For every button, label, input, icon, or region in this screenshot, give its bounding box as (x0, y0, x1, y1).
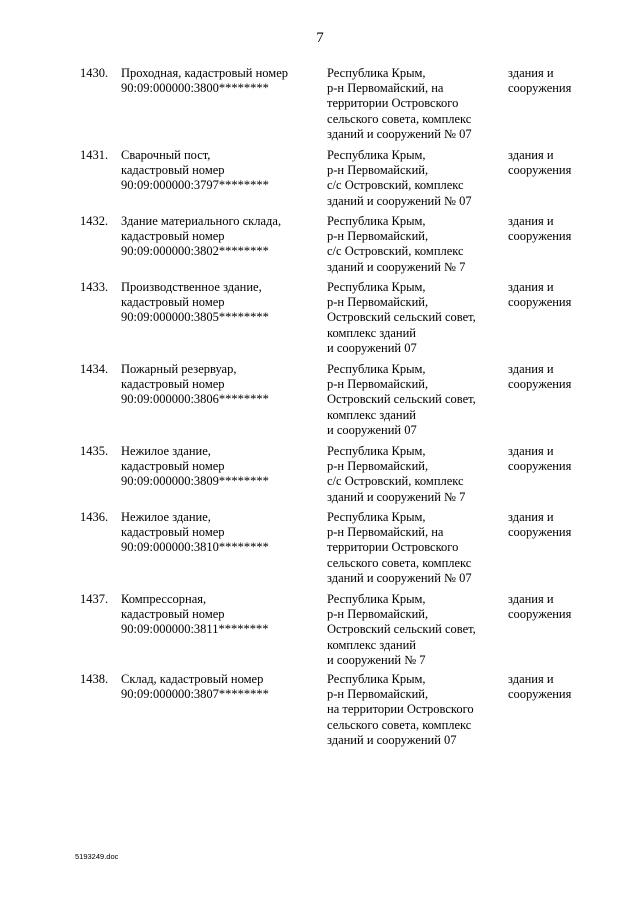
entry-address (327, 280, 502, 356)
entry-description-line: 90:09:000000:3800******** (121, 81, 269, 96)
entry-address-line: сельского совета, комплекс (327, 111, 472, 126)
entry-address-line: на территории Островского (327, 702, 474, 717)
entry-address-line: р-н Первомайский, (327, 607, 429, 622)
entry-address-line: сельского совета, комплекс (327, 717, 472, 732)
entry-address-line: р-н Первомайский, на (327, 525, 444, 540)
entry-address (327, 66, 502, 142)
entry-address-line: зданий и сооружений № 7 (327, 489, 466, 504)
entry-type-line: сооружения (508, 459, 572, 474)
entry-description-line: 90:09:000000:3807******** (121, 687, 269, 702)
entry-description (121, 444, 321, 490)
entry-address (327, 444, 502, 505)
entry-description-line: 90:09:000000:3809******** (121, 474, 269, 489)
entry-address-line: р-н Первомайский, (327, 229, 429, 244)
entry-type (508, 672, 618, 702)
entry-type (508, 66, 618, 96)
entry-type-line: здания и (508, 148, 554, 162)
entry-type (508, 592, 618, 622)
entry-address-line: и сооружений 07 (327, 422, 417, 437)
entry-address-line: и сооружений 07 (327, 340, 417, 355)
entry-type (508, 280, 618, 310)
entry-number: 1438. (80, 672, 109, 686)
entry-address-line: зданий и сооружений № 07 (327, 193, 472, 208)
entry-address-line: р-н Первомайский, (327, 459, 429, 474)
entry-type-line: здания и (508, 214, 554, 228)
entry-address-line: р-н Первомайский, (327, 163, 429, 178)
entry-description (121, 214, 321, 260)
entry-address-line: Республика Крым, (327, 214, 426, 228)
entry-address-line: зданий и сооружений 07 (327, 732, 457, 747)
entry-description-line: Компрессорная, (121, 592, 207, 606)
entry-address-line: сельского совета, комплекс (327, 555, 472, 570)
entry-address-line: р-н Первомайский, (327, 377, 429, 392)
entry-number: 1431. (80, 148, 109, 162)
entry-address-line: комплекс зданий (327, 637, 416, 652)
entry-description-line: Производственное здание, (121, 280, 262, 294)
entry-description (121, 510, 321, 556)
entry-number: 1434. (80, 362, 109, 376)
entry-description-line: Проходная, кадастровый номер (121, 66, 289, 80)
entry-address-line: Республика Крым, (327, 148, 426, 162)
entry-address-line: Островский сельский совет, (327, 622, 476, 637)
entry-description (121, 362, 321, 408)
entry-description-line: кадастровый номер (121, 459, 225, 474)
entry-type-line: здания и (508, 592, 554, 606)
entry-address (327, 510, 502, 586)
entry-address-line: комплекс зданий (327, 325, 416, 340)
entry-address-line: Островский сельский совет, (327, 310, 476, 325)
entry-address (327, 672, 502, 748)
entry-type-line: здания и (508, 444, 554, 458)
entry-number: 1432. (80, 214, 109, 228)
entry-type (508, 148, 618, 178)
entry-description-line: кадастровый номер (121, 295, 225, 310)
entry-type (508, 214, 618, 244)
entry-description-line: кадастровый номер (121, 525, 225, 540)
entry-number: 1436. (80, 510, 109, 524)
entry-address (327, 362, 502, 438)
entry-type-line: сооружения (508, 295, 572, 310)
page-number: 7 (316, 30, 324, 46)
entry-address-line: зданий и сооружений № 07 (327, 126, 472, 141)
entry-description-line: 90:09:000000:3811******** (121, 622, 269, 637)
entry-address-line: Республика Крым, (327, 510, 426, 524)
entry-description-line: Нежилое здание, (121, 444, 211, 458)
entry-address-line: зданий и сооружений № 7 (327, 259, 466, 274)
entry-address-line: Республика Крым, (327, 444, 426, 458)
entry-description (121, 592, 321, 638)
entry-address-line: и сооружений № 7 (327, 652, 426, 667)
entry-type-line: сооружения (508, 377, 572, 392)
entry-address (327, 592, 502, 668)
entry-description (121, 148, 321, 194)
entry-description-line: Склад, кадастровый номер (121, 672, 264, 686)
entry-description-line: 90:09:000000:3802******** (121, 244, 269, 259)
entry-number: 1437. (80, 592, 109, 606)
entry-type-line: здания и (508, 362, 554, 376)
entry-number: 1433. (80, 280, 109, 294)
entry-number: 1435. (80, 444, 109, 458)
entry-address-line: территории Островского (327, 96, 459, 111)
footer-filename: 5193249.doc (75, 852, 119, 861)
entry-description-line: кадастровый номер (121, 377, 225, 392)
entry-type-line: сооружения (508, 525, 572, 540)
entry-address-line: Островский сельский совет, (327, 392, 476, 407)
entry-description-line: кадастровый номер (121, 163, 225, 178)
entry-address-line: р-н Первомайский, на (327, 81, 444, 96)
entry-description-line: Здание материального склада, (121, 214, 282, 228)
entry-type-line: здания и (508, 510, 554, 524)
entry-address-line: Республика Крым, (327, 362, 426, 376)
entry-type (508, 362, 618, 392)
entry-number: 1430. (80, 66, 109, 80)
entry-description-line: Пожарный резервуар, (121, 362, 237, 376)
entry-type-line: здания и (508, 672, 554, 686)
entry-address-line: Республика Крым, (327, 280, 426, 294)
entry-type-line: сооружения (508, 229, 572, 244)
entry-type (508, 444, 618, 474)
entry-description (121, 66, 321, 96)
entry-address (327, 148, 502, 209)
entry-address-line: р-н Первомайский, (327, 295, 429, 310)
entry-address-line: Республика Крым, (327, 672, 426, 686)
entry-description-line: Сварочный пост, (121, 148, 211, 162)
entry-description-line: 90:09:000000:3806******** (121, 392, 269, 407)
entry-description-line: 90:09:000000:3805******** (121, 310, 269, 325)
entry-type (508, 510, 618, 540)
entry-description (121, 672, 321, 702)
entry-description-line: кадастровый номер (121, 229, 225, 244)
entry-address-line: с/с Островский, комплекс (327, 244, 464, 259)
entry-address-line: с/с Островский, комплекс (327, 178, 464, 193)
entry-type-line: сооружения (508, 607, 572, 622)
entry-address-line: комплекс зданий (327, 407, 416, 422)
entry-type-line: здания и (508, 66, 554, 80)
entry-description-line: 90:09:000000:3810******** (121, 540, 269, 555)
entry-description (121, 280, 321, 326)
entry-address-line: р-н Первомайский, (327, 687, 429, 702)
entry-address-line: с/с Островский, комплекс (327, 474, 464, 489)
entry-description-line: 90:09:000000:3797******** (121, 178, 269, 193)
entry-type-line: сооружения (508, 163, 572, 178)
entry-type-line: сооружения (508, 687, 572, 702)
entry-address-line: территории Островского (327, 540, 459, 555)
entry-description-line: кадастровый номер (121, 607, 225, 622)
entry-type-line: здания и (508, 280, 554, 294)
entry-address (327, 214, 502, 275)
entry-description-line: Нежилое здание, (121, 510, 211, 524)
entry-type-line: сооружения (508, 81, 572, 96)
entry-address-line: зданий и сооружений № 07 (327, 570, 472, 585)
entry-address-line: Республика Крым, (327, 592, 426, 606)
entry-address-line: Республика Крым, (327, 66, 426, 80)
